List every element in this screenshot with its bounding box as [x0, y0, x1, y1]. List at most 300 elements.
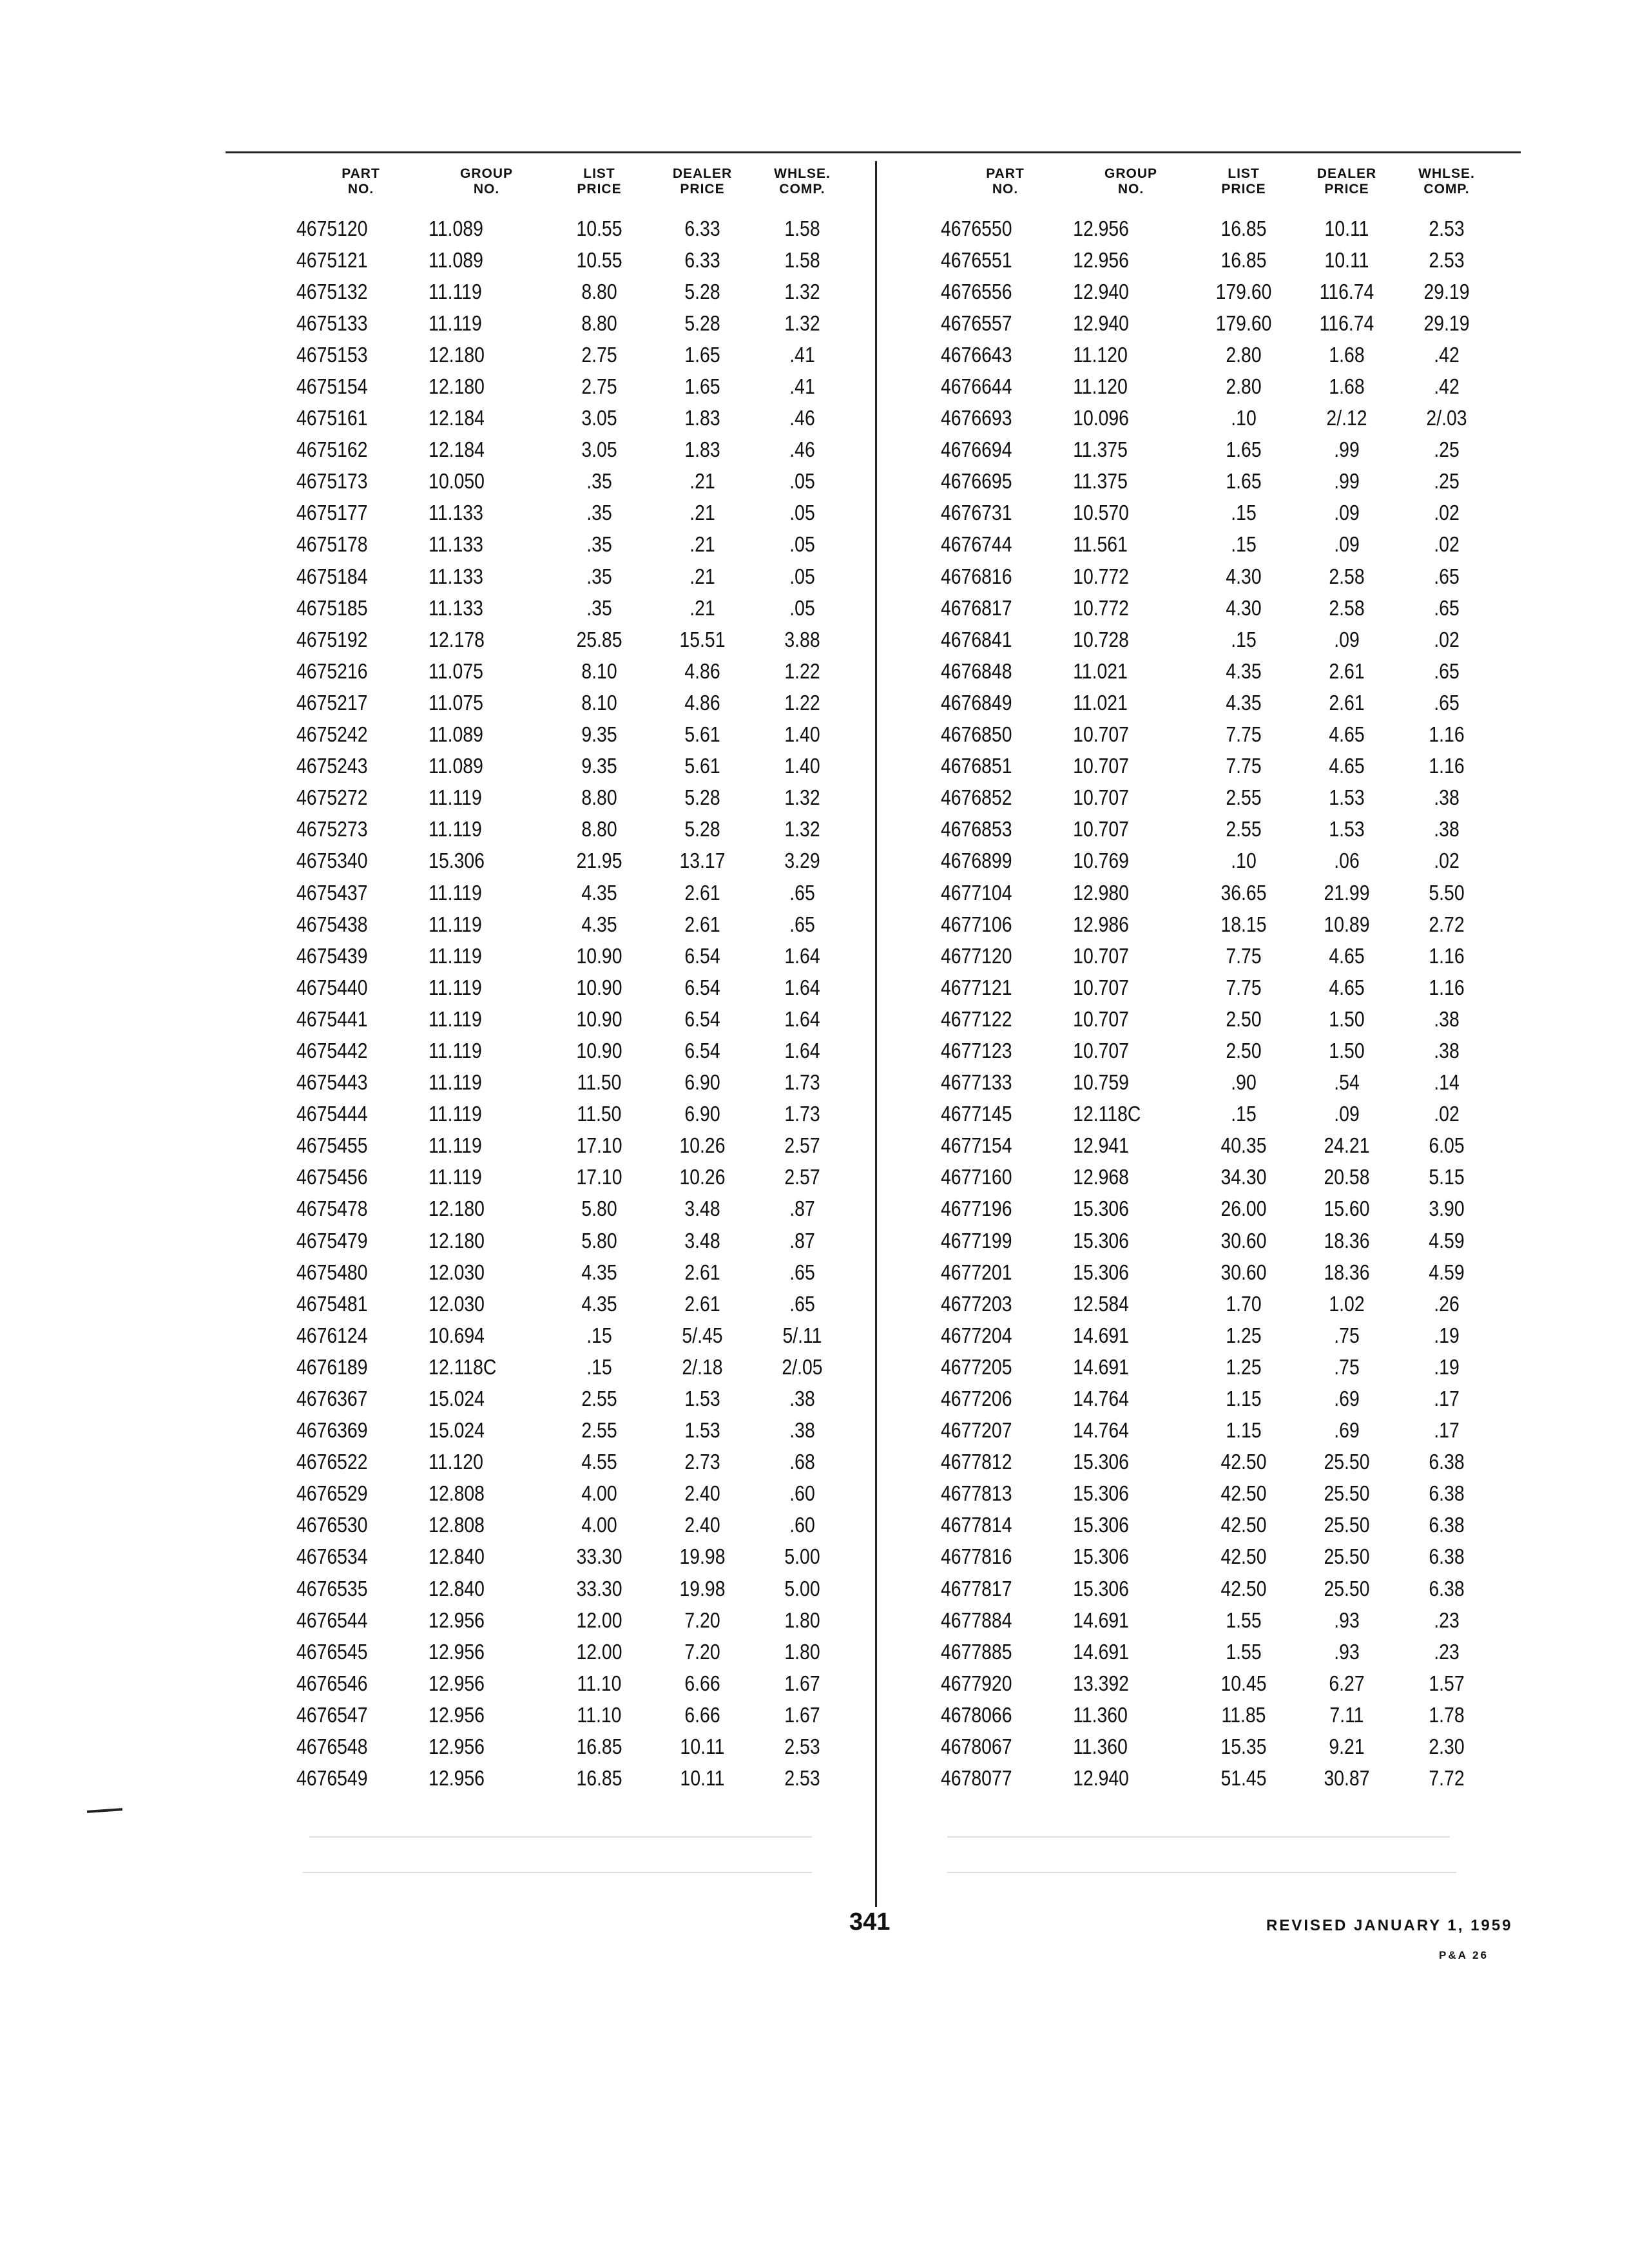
- part-number: 4675153: [296, 342, 368, 367]
- list-price: 8.10: [581, 658, 617, 683]
- wholesale-comp: 1.78: [1429, 1702, 1465, 1727]
- header-part-no: PART NO.: [342, 166, 380, 197]
- table-row: [296, 561, 851, 592]
- group-number: 11.360: [1073, 1735, 1128, 1759]
- part-number: 4675444: [296, 1102, 368, 1126]
- part-number: 4675481: [296, 1291, 368, 1316]
- list-price: 7.75: [1226, 754, 1262, 778]
- dealer-price: 25.50: [1324, 1576, 1370, 1600]
- group-number: 15.306: [1073, 1450, 1129, 1474]
- wholesale-comp: 1.58: [784, 247, 820, 272]
- table-row: [941, 434, 1495, 466]
- group-number: 15.306: [1073, 1260, 1129, 1284]
- dealer-price: 2.61: [684, 1291, 720, 1316]
- wholesale-comp: .05: [789, 469, 815, 494]
- dealer-price: 6.27: [1329, 1671, 1365, 1695]
- dealer-price: 6.54: [684, 1006, 720, 1031]
- part-number: 4676694: [941, 437, 1012, 462]
- list-price: 15.35: [1220, 1735, 1267, 1759]
- dealer-price: 25.50: [1324, 1450, 1370, 1474]
- list-price: 17.10: [576, 1165, 622, 1189]
- wholesale-comp: .23: [1434, 1639, 1460, 1664]
- group-number: 10.707: [1073, 1006, 1129, 1031]
- scan-artifact-line: [947, 1836, 1450, 1838]
- list-price: .15: [1231, 1102, 1257, 1126]
- list-price: 4.30: [1226, 564, 1262, 588]
- list-price: 11.10: [577, 1702, 622, 1727]
- dealer-price: 6.66: [684, 1702, 720, 1727]
- list-price: 2.50: [1226, 1006, 1262, 1031]
- part-number: 4676534: [296, 1544, 368, 1569]
- part-number: 4676853: [941, 817, 1012, 841]
- wholesale-comp: 1.40: [784, 754, 820, 778]
- part-number: 4677817: [941, 1576, 1012, 1600]
- wholesale-comp: .87: [789, 1228, 815, 1253]
- wholesale-comp: 1.32: [784, 785, 820, 810]
- part-number: 4677920: [941, 1671, 1012, 1695]
- table-row: [296, 845, 851, 877]
- table-row: [296, 339, 851, 370]
- group-number: 11.561: [1073, 532, 1128, 557]
- list-price: 179.60: [1215, 311, 1272, 335]
- part-number: 4676817: [941, 595, 1012, 620]
- header-whlse-comp: WHLSE. COMP.: [774, 166, 831, 197]
- dealer-price: 2.40: [684, 1513, 720, 1537]
- group-number: 10.728: [1073, 627, 1129, 651]
- table-row: [296, 940, 851, 972]
- dealer-price: 2.61: [1329, 690, 1365, 715]
- group-number: 12.808: [429, 1513, 485, 1537]
- part-number: 4675437: [296, 880, 368, 905]
- group-number: 11.119: [429, 817, 482, 841]
- part-number: 4677812: [941, 1450, 1012, 1474]
- wholesale-comp: .87: [789, 1196, 815, 1221]
- wholesale-comp: 2.53: [784, 1735, 820, 1759]
- group-number: 12.184: [429, 437, 485, 462]
- table-row: [296, 814, 851, 845]
- dealer-price: 1.53: [1329, 785, 1365, 810]
- table-row: [941, 1510, 1495, 1541]
- dealer-price: 1.83: [684, 437, 720, 462]
- wholesale-comp: .25: [1434, 469, 1460, 494]
- wholesale-comp: 1.16: [1429, 943, 1465, 968]
- list-price: .10: [1231, 849, 1257, 873]
- table-row: [941, 1162, 1495, 1193]
- table-row: [941, 1573, 1495, 1604]
- dealer-price: 1.68: [1329, 342, 1365, 367]
- group-number: 11.089: [429, 216, 483, 240]
- part-number: 4676643: [941, 342, 1012, 367]
- wholesale-comp: 2/.03: [1426, 406, 1467, 430]
- dealer-price: 19.98: [679, 1576, 726, 1600]
- scan-artifact-line: [947, 1872, 1456, 1873]
- dealer-price: 116.74: [1319, 279, 1374, 303]
- list-price: 2.55: [1226, 785, 1262, 810]
- wholesale-comp: 2.53: [784, 1766, 820, 1791]
- table-row: [296, 466, 851, 497]
- dealer-price: 6.66: [684, 1671, 720, 1695]
- table-row: [941, 213, 1495, 244]
- table-row: [296, 719, 851, 751]
- group-number: 12.584: [1073, 1291, 1129, 1316]
- scan-artifact-line: [309, 1836, 812, 1838]
- part-number: 4676744: [941, 532, 1012, 557]
- table-row: [941, 751, 1495, 782]
- table-row: [941, 1067, 1495, 1099]
- wholesale-comp: 7.72: [1429, 1766, 1465, 1791]
- group-number: 12.956: [429, 1766, 485, 1791]
- wholesale-comp: 3.29: [784, 849, 820, 873]
- dealer-price: 20.58: [1324, 1165, 1370, 1189]
- dealer-price: 2.73: [684, 1450, 720, 1474]
- dealer-price: .21: [689, 564, 715, 588]
- list-price: 42.50: [1220, 1576, 1267, 1600]
- list-price: 33.30: [576, 1576, 622, 1600]
- part-number: 4677205: [941, 1354, 1012, 1379]
- part-number: 4675154: [296, 374, 368, 399]
- wholesale-comp: 3.90: [1429, 1196, 1465, 1221]
- table-row: [296, 213, 851, 244]
- part-number: 4676849: [941, 690, 1012, 715]
- group-number: 12.956: [429, 1735, 485, 1759]
- part-number: 4677133: [941, 1070, 1012, 1095]
- dealer-price: 1.02: [1329, 1291, 1365, 1316]
- header-part-no: PART NO.: [986, 166, 1025, 197]
- part-number: 4675443: [296, 1070, 368, 1095]
- table-row: [941, 1383, 1495, 1414]
- dealer-price: 5/.45: [682, 1323, 723, 1347]
- table-row: [296, 307, 851, 339]
- wholesale-comp: .17: [1434, 1418, 1460, 1443]
- dealer-price: 19.98: [679, 1544, 726, 1569]
- wholesale-comp: .38: [789, 1387, 815, 1411]
- list-price: .15: [1231, 501, 1257, 525]
- part-number: 4676529: [296, 1481, 368, 1506]
- wholesale-comp: .02: [1434, 627, 1460, 651]
- table-row: [941, 845, 1495, 877]
- dealer-price: 1.68: [1329, 374, 1365, 399]
- table-row: [296, 1636, 851, 1667]
- group-number: 10.707: [1073, 722, 1129, 747]
- table-row: [296, 1288, 851, 1320]
- dealer-price: 4.86: [684, 690, 720, 715]
- part-number: 4676851: [941, 754, 1012, 778]
- group-number: 12.968: [1073, 1165, 1129, 1189]
- list-price: 51.45: [1220, 1766, 1267, 1791]
- table-row: [941, 1099, 1495, 1130]
- wholesale-comp: 1.73: [784, 1102, 820, 1126]
- dealer-price: 1.65: [684, 342, 720, 367]
- part-number: 4678077: [941, 1766, 1012, 1791]
- dealer-price: .09: [1334, 501, 1360, 525]
- table-row: [941, 687, 1495, 718]
- group-number: 11.133: [429, 501, 483, 525]
- list-price: 7.75: [1226, 975, 1262, 999]
- wholesale-comp: .05: [789, 501, 815, 525]
- wholesale-comp: .65: [1434, 658, 1460, 683]
- group-number: 11.120: [1073, 342, 1128, 367]
- part-number: 4675439: [296, 943, 368, 968]
- wholesale-comp: 1.16: [1429, 754, 1465, 778]
- group-number: 14.691: [1073, 1608, 1129, 1632]
- wholesale-comp: 29.19: [1423, 311, 1470, 335]
- list-price: 3.05: [581, 437, 617, 462]
- part-number: 4677123: [941, 1038, 1012, 1062]
- wholesale-comp: .65: [789, 1291, 815, 1316]
- table-row: [941, 908, 1495, 940]
- table-row: [941, 1636, 1495, 1667]
- part-number: 4675480: [296, 1260, 368, 1284]
- list-price: 16.85: [576, 1766, 622, 1791]
- group-number: 11.119: [429, 880, 482, 905]
- part-number: 4676546: [296, 1671, 368, 1695]
- table-row: [941, 1225, 1495, 1256]
- group-number: 11.120: [1073, 374, 1128, 399]
- group-number: 15.024: [429, 1418, 485, 1443]
- dealer-price: 6.33: [684, 216, 720, 240]
- dealer-price: 4.65: [1329, 754, 1365, 778]
- dealer-price: 10.11: [1324, 216, 1369, 240]
- list-price: 11.85: [1221, 1702, 1266, 1727]
- table-row: [296, 1763, 851, 1794]
- table-row: [296, 877, 851, 908]
- wholesale-comp: .46: [789, 437, 815, 462]
- dealer-price: .69: [1334, 1418, 1360, 1443]
- wholesale-comp: .65: [789, 912, 815, 936]
- wholesale-comp: .38: [1434, 785, 1460, 810]
- group-number: 12.986: [1073, 912, 1129, 936]
- table-row: [296, 1667, 851, 1699]
- list-price: 11.10: [577, 1671, 622, 1695]
- part-number: 4676189: [296, 1354, 368, 1379]
- group-number: 10.707: [1073, 817, 1129, 841]
- group-number: 12.118C: [429, 1354, 497, 1379]
- wholesale-comp: .02: [1434, 849, 1460, 873]
- list-price: .35: [586, 595, 612, 620]
- list-price: 10.90: [576, 1006, 622, 1031]
- list-price: .15: [586, 1354, 612, 1379]
- part-number: 4676644: [941, 374, 1012, 399]
- list-price: 10.90: [576, 943, 622, 968]
- wholesale-comp: 5.15: [1429, 1165, 1465, 1189]
- wholesale-comp: 1.16: [1429, 975, 1465, 999]
- list-price: 10.90: [576, 975, 622, 999]
- wholesale-comp: 1.57: [1429, 1671, 1465, 1695]
- wholesale-comp: .65: [789, 1260, 815, 1284]
- table-row: [941, 1256, 1495, 1288]
- part-number: 4677207: [941, 1418, 1012, 1443]
- wholesale-comp: 5.50: [1429, 880, 1465, 905]
- list-price: 10.90: [576, 1038, 622, 1062]
- table-row: [296, 244, 851, 276]
- table-row: [941, 1478, 1495, 1510]
- part-number: 4676556: [941, 279, 1012, 303]
- dealer-price: 1.50: [1329, 1006, 1365, 1031]
- list-price: 17.10: [576, 1133, 622, 1158]
- list-price: 2.55: [581, 1387, 617, 1411]
- list-price: 12.00: [576, 1639, 622, 1664]
- list-price: 2.55: [581, 1418, 617, 1443]
- wholesale-comp: 3.88: [784, 627, 820, 651]
- table-row: [941, 307, 1495, 339]
- group-number: 12.180: [429, 1228, 485, 1253]
- list-price: 1.55: [1226, 1608, 1262, 1632]
- table-row: [941, 592, 1495, 624]
- group-number: 12.940: [1073, 1766, 1129, 1791]
- wholesale-comp: 1.32: [784, 279, 820, 303]
- header-whlse-comp: WHLSE. COMP.: [1418, 166, 1475, 197]
- dealer-price: 15.60: [1324, 1196, 1370, 1221]
- list-price: 9.35: [581, 754, 617, 778]
- wholesale-comp: .65: [1434, 595, 1460, 620]
- wholesale-comp: 1.67: [784, 1702, 820, 1727]
- wholesale-comp: 4.59: [1429, 1228, 1465, 1253]
- table-row: [941, 719, 1495, 751]
- table-row: [941, 1351, 1495, 1383]
- table-body: [296, 213, 851, 1794]
- dealer-price: 13.17: [679, 849, 726, 873]
- wholesale-comp: 1.32: [784, 817, 820, 841]
- group-number: 12.030: [429, 1291, 485, 1316]
- table-row: [941, 339, 1495, 370]
- table-row: [941, 1731, 1495, 1763]
- part-number: 4677122: [941, 1006, 1012, 1031]
- table-row: [296, 276, 851, 307]
- dealer-price: 7.20: [684, 1639, 720, 1664]
- margin-mark: [87, 1808, 122, 1813]
- dealer-price: 2/.18: [682, 1354, 723, 1379]
- wholesale-comp: 1.80: [784, 1639, 820, 1664]
- top-rule: [226, 151, 1521, 153]
- dealer-price: .09: [1334, 532, 1360, 557]
- group-number: 11.089: [429, 754, 483, 778]
- list-price: .35: [586, 501, 612, 525]
- list-price: 12.00: [576, 1608, 622, 1632]
- part-number: 4678067: [941, 1735, 1012, 1759]
- group-number: 11.119: [429, 912, 482, 936]
- group-number: 11.133: [429, 564, 483, 588]
- group-number: 11.075: [429, 690, 483, 715]
- dealer-price: 30.87: [1324, 1766, 1370, 1791]
- dealer-price: .21: [689, 501, 715, 525]
- list-price: 16.85: [1220, 216, 1267, 240]
- part-number: 4677199: [941, 1228, 1012, 1253]
- part-number: 4676544: [296, 1608, 368, 1632]
- dealer-price: 5.28: [684, 785, 720, 810]
- wholesale-comp: .05: [789, 532, 815, 557]
- group-number: 10.707: [1073, 754, 1129, 778]
- list-price: 1.65: [1226, 469, 1262, 494]
- list-price: 1.15: [1226, 1387, 1262, 1411]
- part-number: 4675442: [296, 1038, 368, 1062]
- table-row: [296, 751, 851, 782]
- list-price: 4.55: [581, 1450, 617, 1474]
- list-price: 179.60: [1215, 279, 1272, 303]
- list-price: 5.80: [581, 1196, 617, 1221]
- list-price: .15: [586, 1323, 612, 1347]
- table-row: [941, 1130, 1495, 1162]
- part-number: 4675438: [296, 912, 368, 936]
- dealer-price: 1.50: [1329, 1038, 1365, 1062]
- part-number: 4678066: [941, 1702, 1012, 1727]
- part-number: 4676551: [941, 247, 1012, 272]
- dealer-price: 1.53: [1329, 817, 1365, 841]
- dealer-price: 10.26: [679, 1165, 726, 1189]
- part-number: 4677885: [941, 1639, 1012, 1664]
- table-row: [941, 1763, 1495, 1794]
- group-number: 12.840: [429, 1544, 485, 1569]
- dealer-price: 6.54: [684, 943, 720, 968]
- group-number: 11.119: [429, 943, 482, 968]
- list-price: 1.55: [1226, 1639, 1262, 1664]
- wholesale-comp: .02: [1434, 1102, 1460, 1126]
- table-row: [296, 1256, 851, 1288]
- table-header: [941, 166, 1495, 213]
- part-number: 4676557: [941, 311, 1012, 335]
- wholesale-comp: 2.53: [1429, 247, 1465, 272]
- group-number: 12.956: [429, 1671, 485, 1695]
- wholesale-comp: 6.38: [1429, 1450, 1465, 1474]
- dealer-price: .21: [689, 532, 715, 557]
- group-number: 11.089: [429, 247, 483, 272]
- dealer-price: 5.28: [684, 817, 720, 841]
- list-price: 8.10: [581, 690, 617, 715]
- wholesale-comp: 6.38: [1429, 1544, 1465, 1569]
- dealer-price: 2.61: [684, 880, 720, 905]
- table-row: [296, 1541, 851, 1573]
- dealer-price: 4.86: [684, 658, 720, 683]
- list-price: 21.95: [576, 849, 622, 873]
- part-number: 4677203: [941, 1291, 1012, 1316]
- group-number: 10.772: [1073, 595, 1129, 620]
- group-number: 11.119: [429, 1165, 482, 1189]
- group-number: 12.840: [429, 1576, 485, 1600]
- table-row: [296, 1130, 851, 1162]
- group-number: 12.184: [429, 406, 485, 430]
- group-number: 11.089: [429, 722, 483, 747]
- list-price: 4.35: [1226, 658, 1262, 683]
- group-number: 11.375: [1073, 469, 1128, 494]
- group-number: 12.956: [1073, 247, 1129, 272]
- table-row: [941, 1541, 1495, 1573]
- dealer-price: .99: [1334, 469, 1360, 494]
- part-number: 4676367: [296, 1387, 368, 1411]
- group-number: 10.707: [1073, 943, 1129, 968]
- table-row: [941, 1003, 1495, 1035]
- table-row: [296, 1320, 851, 1351]
- wholesale-comp: 6.38: [1429, 1513, 1465, 1537]
- header-group-no: GROUP NO.: [459, 166, 513, 197]
- table-row: [941, 1415, 1495, 1446]
- part-number: 4676852: [941, 785, 1012, 810]
- part-number: 4677120: [941, 943, 1012, 968]
- wholesale-comp: .65: [1434, 690, 1460, 715]
- dealer-price: 24.21: [1324, 1133, 1370, 1158]
- part-number: 4676693: [941, 406, 1012, 430]
- wholesale-comp: .65: [789, 880, 815, 905]
- table-row: [296, 1351, 851, 1383]
- table-row: [941, 1604, 1495, 1636]
- part-number: 4675177: [296, 501, 368, 525]
- group-number: 14.764: [1073, 1418, 1129, 1443]
- dealer-price: 25.50: [1324, 1544, 1370, 1569]
- list-price: 1.65: [1226, 437, 1262, 462]
- part-number: 4676549: [296, 1766, 368, 1791]
- part-number: 4675272: [296, 785, 368, 810]
- wholesale-comp: .38: [1434, 1006, 1460, 1031]
- wholesale-comp: .19: [1434, 1354, 1460, 1379]
- list-price: 8.80: [581, 817, 617, 841]
